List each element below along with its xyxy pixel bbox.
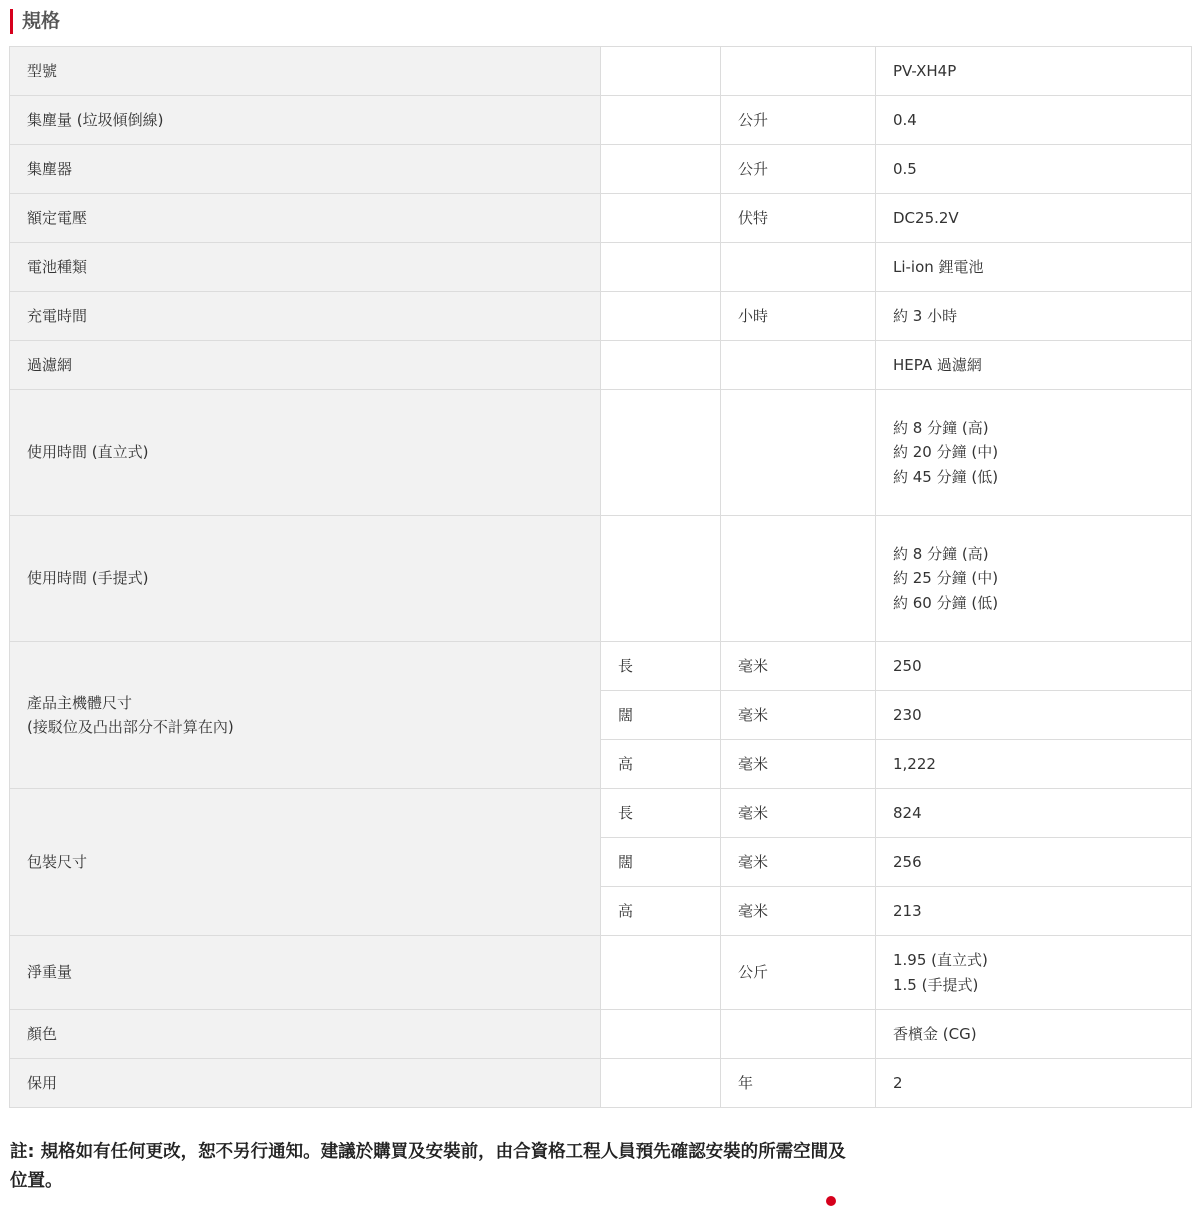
spec-value: 2 [876,1059,1192,1108]
spec-value: 0.4 [876,96,1192,145]
spec-label: 使用時間 (手提式) [10,516,601,642]
spec-row-body-size-length [10,642,1192,691]
spec-unit [721,390,876,516]
spec-dim [601,1010,721,1059]
spec-value: PV-XH4P [876,47,1192,96]
spec-dim [601,194,721,243]
spec-unit: 毫米 [721,691,876,740]
spec-value: 1.95 (直立式) 1.5 (手提式) [876,936,1192,1010]
spec-row-color [10,1010,1192,1059]
spec-value: 1,222 [876,740,1192,789]
spec-unit [721,341,876,390]
spec-unit: 公升 [721,145,876,194]
spec-dim: 闊 [601,691,721,740]
spec-row-runtime-handheld [10,516,1192,642]
spec-label: 包裝尺寸 [10,789,601,936]
spec-dim [601,47,721,96]
spec-value: Li-ion 鋰電池 [876,243,1192,292]
spec-value: 250 [876,642,1192,691]
spec-unit [721,243,876,292]
spec-label: 集塵量 (垃圾傾倒線) [10,96,601,145]
spec-dim: 長 [601,642,721,691]
spec-value: 256 [876,838,1192,887]
disclaimer-note: 註: 規格如有任何更改，恕不另行通知。建議於購買及安裝前，由合資格工程人員預先確認安裝的所需空間及位置。 [10,1142,846,1191]
spec-label: 保用 [10,1059,601,1108]
spec-value: 213 [876,887,1192,936]
spec-row-net-weight [10,936,1192,1010]
spec-value: 824 [876,789,1192,838]
spec-unit: 伏特 [721,194,876,243]
spec-unit: 小時 [721,292,876,341]
spec-unit [721,1010,876,1059]
spec-dim [601,96,721,145]
spec-dim [601,145,721,194]
spec-dim [601,516,721,642]
spec-label: 額定電壓 [10,194,601,243]
spec-table [9,46,1192,1108]
spec-unit: 毫米 [721,887,876,936]
spec-label: 淨重量 [10,936,601,1010]
spec-dim [601,1059,721,1108]
spec-value: 約 8 分鐘 (高) 約 25 分鐘 (中) 約 60 分鐘 (低) [876,516,1192,642]
spec-label: 型號 [10,47,601,96]
spec-value: 約 8 分鐘 (高) 約 20 分鐘 (中) 約 45 分鐘 (低) [876,390,1192,516]
spec-unit: 毫米 [721,642,876,691]
spec-row-runtime-upright [10,390,1192,516]
spec-dim [601,936,721,1010]
spec-unit: 年 [721,1059,876,1108]
red-dot-icon [826,1196,836,1206]
spec-row-charge-time [10,292,1192,341]
spec-dim [601,341,721,390]
spec-unit [721,516,876,642]
spec-dim [601,292,721,341]
spec-label: 過濾網 [10,341,601,390]
spec-value: 約 3 小時 [876,292,1192,341]
spec-label: 顏色 [10,1010,601,1059]
spec-row-voltage [10,194,1192,243]
spec-row-dust-bin [10,145,1192,194]
spec-unit [721,47,876,96]
spec-row-package-size-length [10,789,1192,838]
spec-row-dust-capacity [10,96,1192,145]
spec-dim [601,390,721,516]
spec-label: 集塵器 [10,145,601,194]
spec-dim: 高 [601,740,721,789]
spec-label: 產品主機體尺寸 (接駁位及凸出部分不計算在內) [10,642,601,789]
spec-row-battery [10,243,1192,292]
spec-unit: 公斤 [721,936,876,1010]
spec-row-model [10,47,1192,96]
spec-value: HEPA 過濾網 [876,341,1192,390]
spec-row-filter [10,341,1192,390]
spec-value: 230 [876,691,1192,740]
spec-value: DC25.2V [876,194,1192,243]
spec-unit: 毫米 [721,740,876,789]
spec-value: 香檳金 (CG) [876,1010,1192,1059]
spec-dim [601,243,721,292]
spec-dim: 長 [601,789,721,838]
spec-label: 電池種類 [10,243,601,292]
spec-row-warranty [10,1059,1192,1108]
spec-dim: 高 [601,887,721,936]
spec-value: 0.5 [876,145,1192,194]
section-title: 規格 [10,9,60,34]
spec-unit: 毫米 [721,838,876,887]
spec-label: 充電時間 [10,292,601,341]
spec-dim: 闊 [601,838,721,887]
spec-unit: 毫米 [721,789,876,838]
spec-label: 使用時間 (直立式) [10,390,601,516]
spec-unit: 公升 [721,96,876,145]
